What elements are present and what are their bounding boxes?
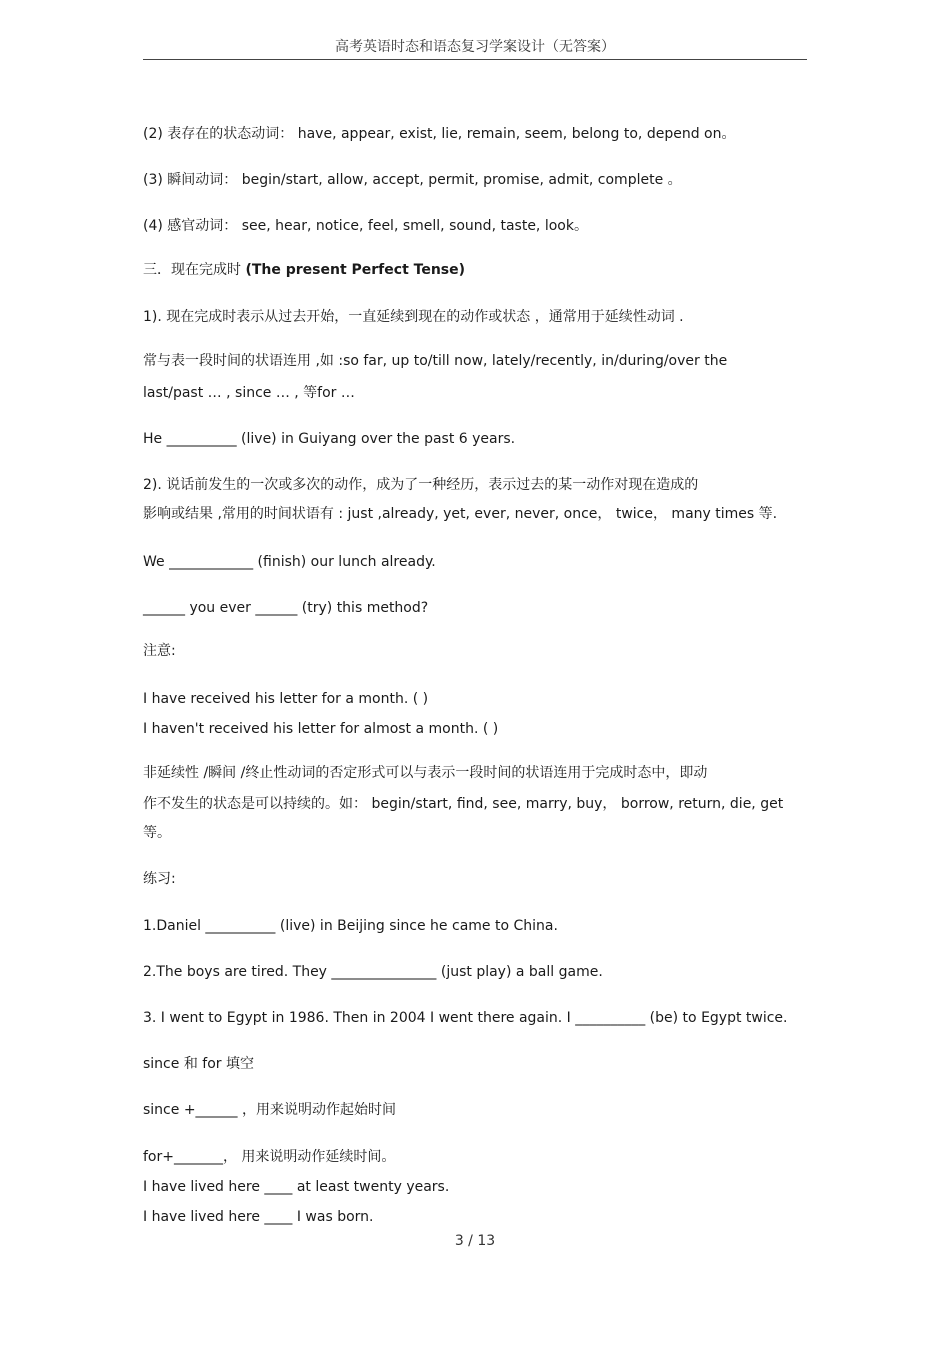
momentary-verbs-line: (3) 瞬间动词： begin/start, allow, accept, permit, promise, admit, complete 。 [143,172,682,188]
example-1: He __________ (live) in Guiyang over the past 6 years. [143,431,516,447]
example-3: ______ you ever ______ (try) this method? [143,600,429,616]
stative-verbs-line: (2) 表存在的状态动词： have, appear, exist, lie, remain, seem, belong to, depend on。 [143,126,736,142]
exercise-label: 练习: [143,871,176,887]
rule-1-adverbials-cont: last/past … , since … , 等for … [143,385,355,401]
rule-2-line: 2). 说话前发生的一次或多次的动作，成为了一种经历，表示过去的某一动作对现在造成的 [143,477,699,493]
note-explanation-end: 等。 [143,825,171,841]
note-example-2: I haven't received his letter for almost a month. ( ) [143,721,499,737]
rule-2-adverbials-line: 影响或结果 ,常用的时间状语有 : just ,already, yet, ever, never, once， twice， many times 等. [143,506,778,522]
section-heading [143,261,465,279]
exercise-1: 1.Daniel __________ (live) in Beijing since he came to China. [143,918,558,934]
note-explanation-line: 非延续性 /瞬间 /终止性动词的否定形式可以与表示一段时间的状语连用于完成时态中，即动 [143,765,708,781]
since-for-heading: since 和 for 填空 [143,1056,254,1072]
note-example-1: I have received his letter for a month. ( ) [143,691,429,707]
page-header: 高考英语时态和语态复习学案设计（无答案） [335,39,615,55]
note-explanation-cont: 作不发生的状态是可以持续的。如： begin/start, find, see, marry, buy， borrow, return, die, get [143,796,784,812]
rule-1-line: 1). 现在完成时表示从过去开始，一直延续到现在的动作或状态 ，通常用于延续性动词 . [143,309,684,325]
page-number: 3 / 13 [454,1233,496,1249]
exercise-2: 2.The boys are tired. They _______________ (just play) a ball game. [143,964,603,980]
since-for-example-1: I have lived here ____ at least twenty years. [143,1179,450,1195]
since-rule: since +______ ，用来说明动作起始时间 [143,1102,396,1118]
for-rule: for+_______， 用来说明动作延续时间。 [143,1149,396,1165]
rule-1-adverbials-line: 常与表一段时间的状语连用 ,如 :so far, up to/till now, lately/recently, in/during/over the [143,353,728,369]
section-heading-cn: 三．现在完成时 [143,262,246,278]
exercise-3: 3. I went to Egypt in 1986. Then in 2004 I went there again. I __________ (be) to Egypt twice. [143,1010,788,1026]
section-heading-en: (The present Perfect Tense) [245,262,466,278]
since-for-example-2: I have lived here ____ I was born. [143,1209,374,1225]
sense-verbs-line: (4) 感官动词： see, hear, notice, feel, smell, sound, taste, look。 [143,218,588,234]
note-label: 注意: [143,643,176,659]
header-divider [143,59,807,60]
example-2: We ____________ (finish) our lunch already. [143,554,436,570]
